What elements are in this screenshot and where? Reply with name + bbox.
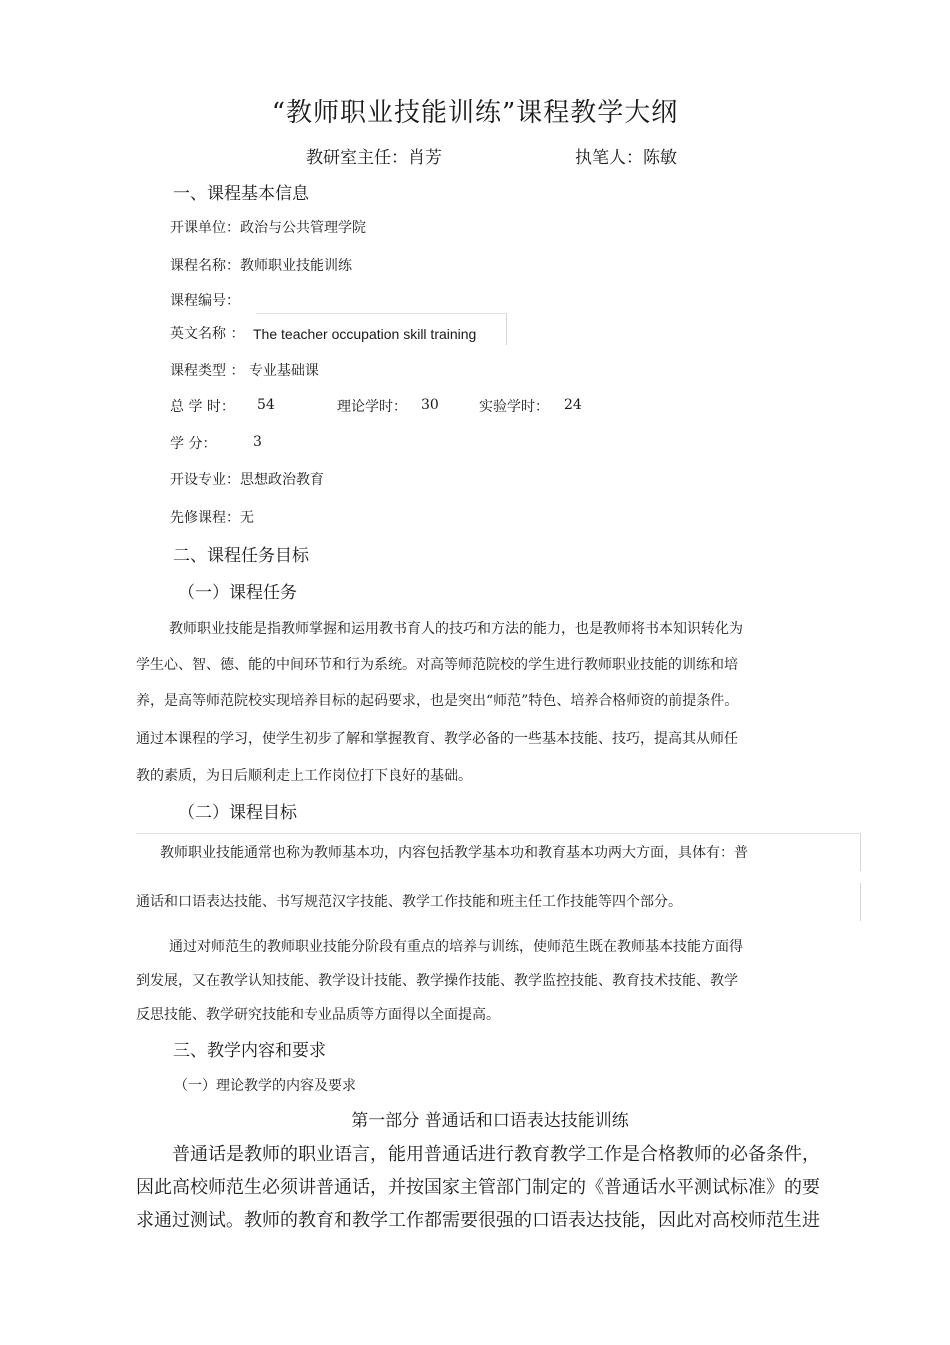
sub-heading-objectives: （二）课程目标 bbox=[178, 803, 297, 823]
objectives-line-4: 到发展，又在教学认知技能、教学设计技能、教学操作技能、教学监控技能、教育技术技能、教学 bbox=[136, 973, 738, 989]
lab-hours-label: 实验学时： bbox=[479, 399, 549, 415]
course-name: 课程名称：教师职业技能训练 bbox=[170, 258, 352, 274]
objectives-line-2: 通话和口语表达技能、书写规范汉字技能、教学工作技能和班主任工作技能等四个部分。 bbox=[136, 894, 682, 910]
lab-hours-value: 24 bbox=[564, 397, 582, 413]
english-box-right bbox=[506, 313, 507, 345]
section-2-heading: 二、课程任务目标 bbox=[173, 546, 309, 566]
tasks-line-3: 养，是高等师范院校实现培养目标的起码要求，也是突出“师范”特色、培养合格师资的前提条件。 bbox=[136, 693, 739, 709]
objectives-box-right-2 bbox=[860, 883, 861, 921]
theory-hours-value: 30 bbox=[421, 397, 439, 413]
english-name: The teacher occupation skill training bbox=[253, 326, 477, 342]
document-title: “教师职业技能训练”课程教学大纲 bbox=[271, 98, 679, 128]
theory-hours-label: 理论学时： bbox=[337, 399, 407, 415]
mandarin-line-3: 求通过测试。教师的教育和教学工作都需要很强的口语表达技能，因此对高校师范生进 bbox=[136, 1210, 820, 1231]
total-hours-value: 54 bbox=[257, 397, 275, 413]
tasks-line-2: 学生心、智、德、能的中间环节和行为系统。对高等师范院校的学生进行教师职业技能的训练和培 bbox=[136, 657, 738, 673]
tasks-line-1: 教师职业技能是指教师掌握和运用教书育人的技巧和方法的能力，也是教师将书本知识转化为 bbox=[169, 621, 743, 637]
course-major: 开设专业：思想政治教育 bbox=[170, 472, 324, 488]
tasks-line-4: 通过本课程的学习，使学生初步了解和掌握教育、教学必备的一些基本技能、技巧，提高其从师任 bbox=[136, 731, 738, 747]
objectives-box-top bbox=[136, 833, 860, 834]
english-box-top bbox=[256, 313, 506, 314]
theory-content-heading: （一）理论教学的内容及要求 bbox=[174, 1078, 356, 1094]
objectives-line-5: 反思技能、教学研究技能和专业品质等方面得以全面提高。 bbox=[136, 1007, 500, 1023]
credits-label: 学 分： bbox=[170, 436, 217, 452]
objectives-line-1: 教师职业技能通常也称为教师基本功，内容包括教学基本功和教育基本功两大方面，具体有：普 bbox=[160, 845, 748, 861]
section-1-heading: 一、课程基本信息 bbox=[173, 184, 309, 204]
course-prereq: 先修课程：无 bbox=[170, 510, 254, 526]
course-code: 课程编号： bbox=[170, 293, 240, 309]
tasks-line-5: 教的素质，为日后顺利走上工作岗位打下良好的基础。 bbox=[136, 768, 472, 784]
english-name-label: 英文名称 ： bbox=[170, 326, 245, 342]
course-type: 课程类型 ： 专业基础课 bbox=[170, 363, 319, 379]
objectives-box-right-1 bbox=[860, 833, 861, 871]
mandarin-line-1: 普通话是教师的职业语言，能用普通话进行教育教学工作是合格教师的必备条件， bbox=[172, 1144, 820, 1165]
writer-name: 执笔人：陈敏 bbox=[575, 148, 677, 168]
course-unit: 开课单位：政治与公共管理学院 bbox=[170, 220, 366, 236]
part-title: 第一部分 普通话和口语表达技能训练 bbox=[351, 1111, 629, 1131]
sub-heading-tasks: （一）课程任务 bbox=[178, 583, 297, 603]
mandarin-line-2: 因此高校师范生必须讲普通话，并按国家主管部门制定的《普通话水平测试标准》的要 bbox=[136, 1177, 820, 1198]
director-name: 教研室主任：肖芳 bbox=[306, 148, 442, 168]
section-3-heading: 三、教学内容和要求 bbox=[173, 1041, 326, 1061]
total-hours-label: 总 学 时： bbox=[170, 399, 235, 415]
credits-value: 3 bbox=[253, 434, 262, 450]
objectives-line-3: 通过对师范生的教师职业技能分阶段有重点的培养与训练，使师范生既在教师基本技能方面得 bbox=[169, 939, 743, 955]
